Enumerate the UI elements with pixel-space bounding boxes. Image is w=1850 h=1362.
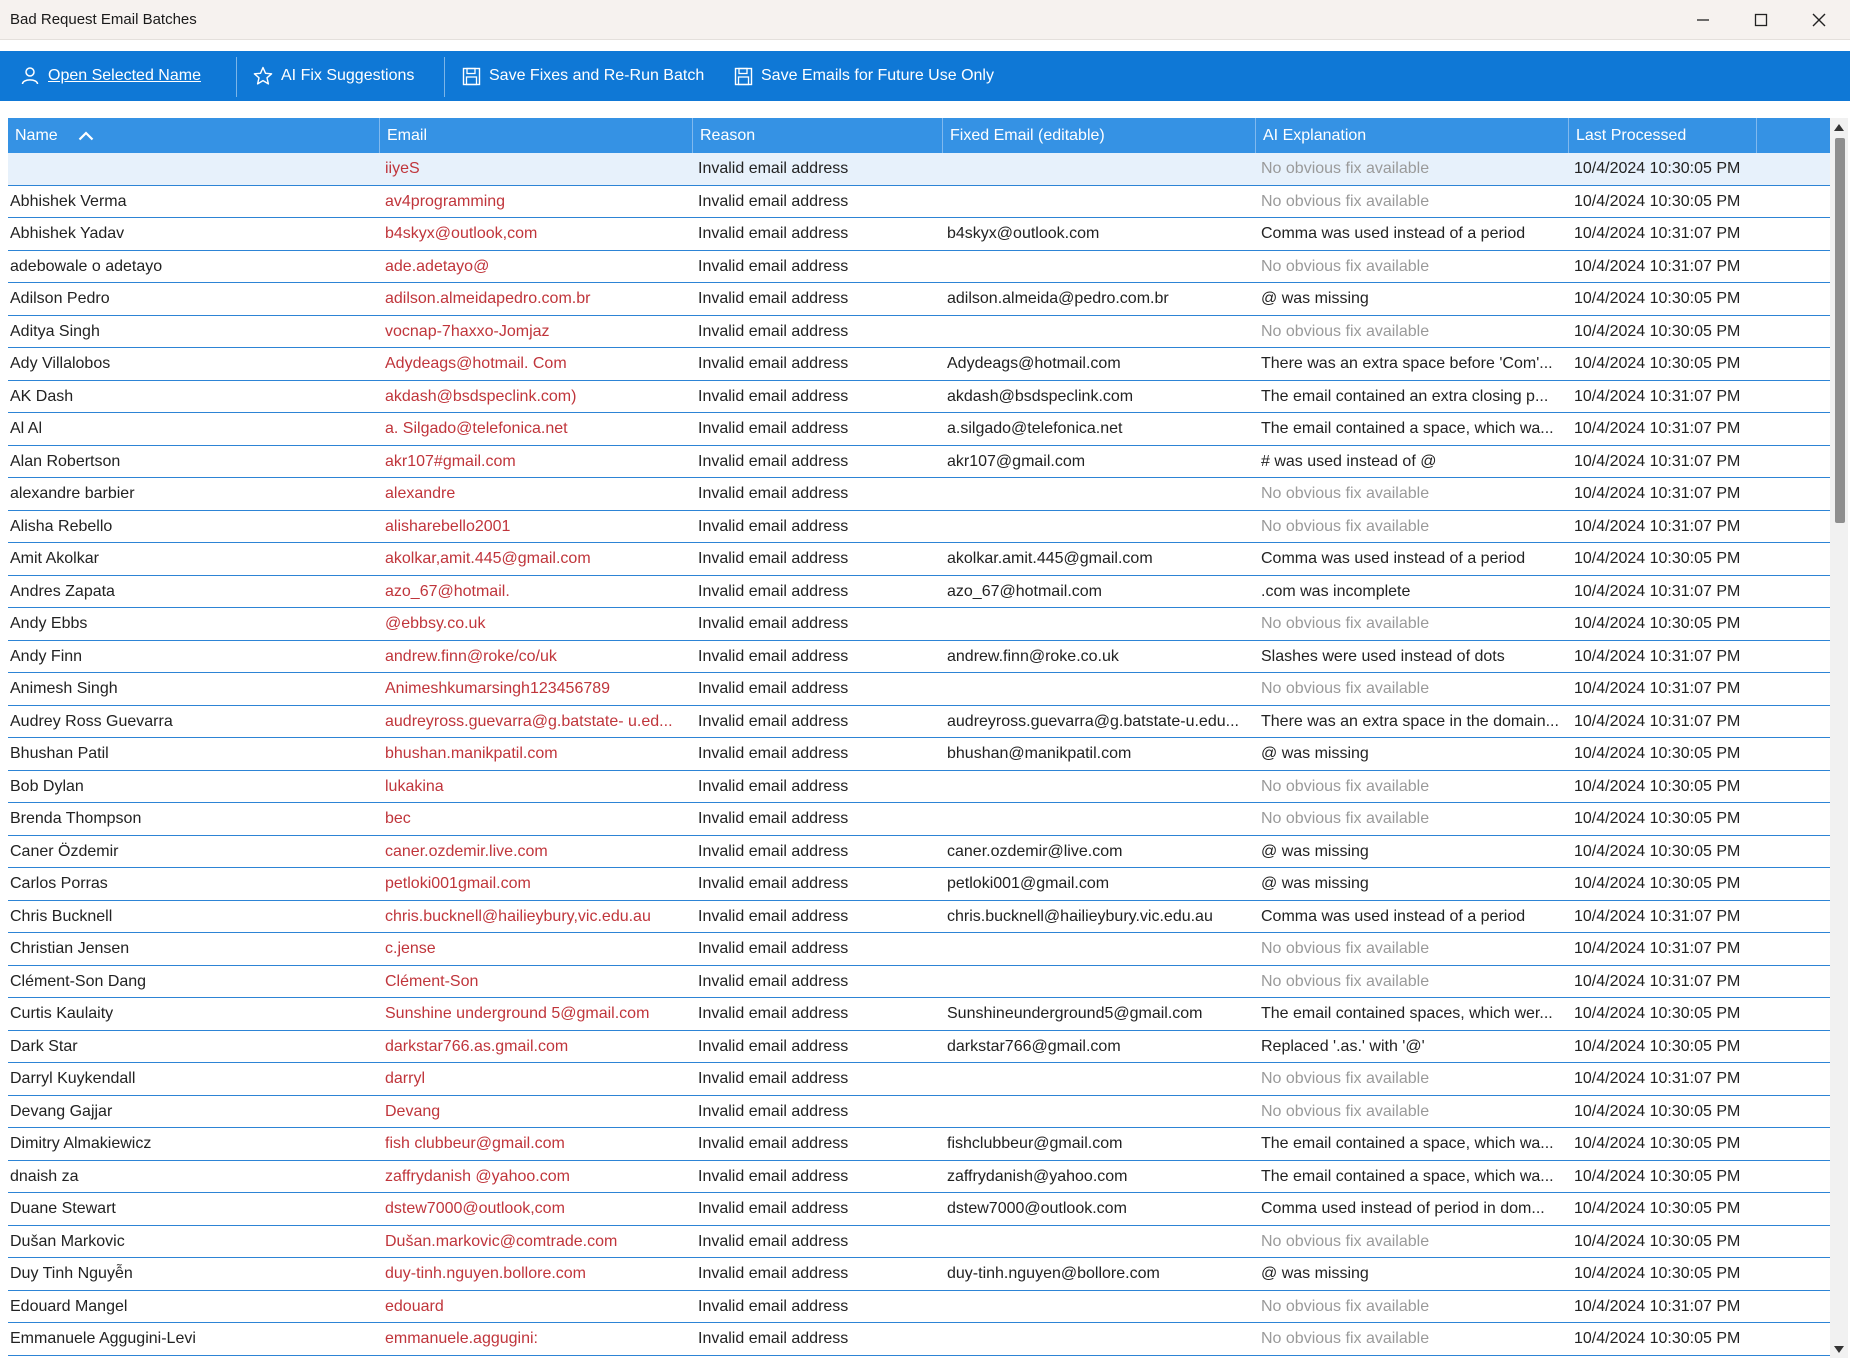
cell-ai-explanation: No obvious fix available [1261,485,1430,502]
table-row[interactable] [8,1258,1830,1291]
cell-name: Duy Tinh Nguyễn [10,1265,133,1282]
cell-fixed-email[interactable] [945,803,1256,834]
maximize-button[interactable] [1732,0,1790,40]
close-button[interactable] [1790,0,1848,40]
cell-reason: Invalid email address [698,387,849,405]
cell-reason: Invalid email address [698,615,849,632]
cell-last-processed: 10/4/2024 10:30:05 PM [1574,777,1741,795]
title-bar [0,0,1850,40]
cell-reason: Invalid email address [698,1297,849,1315]
table-row[interactable] [8,901,1830,934]
cell-last-processed: 10/4/2024 10:30:05 PM [1574,842,1741,860]
cell-name: Curtis Kaulaity [10,1005,114,1022]
column-header-ai-explanation[interactable]: AI Explanation [1256,118,1569,153]
cell-last-processed: 10/4/2024 10:30:05 PM [1574,810,1741,827]
cell-last-processed: 10/4/2024 10:30:05 PM [1574,1135,1741,1152]
cell-last-processed: 10/4/2024 10:31:07 PM [1574,420,1741,437]
table-row[interactable] [8,316,1830,349]
cell-last-processed: 10/4/2024 10:31:07 PM [1574,257,1741,275]
cell-last-processed: 10/4/2024 10:31:07 PM [1574,225,1741,242]
cell-ai-explanation: The email contained a space, which wa... [1261,1135,1554,1152]
cell-email: darryl [385,1070,426,1087]
cell-name: Dark Star [10,1037,78,1055]
cell-last-processed: 10/4/2024 10:31:07 PM [1574,1297,1741,1315]
cell-ai-explanation: No obvious fix available [1261,615,1430,632]
cell-name: Chris Bucknell [10,907,113,925]
cell-last-processed: 10/4/2024 10:30:05 PM [1574,1232,1741,1250]
cell-fixed-email[interactable]: zaffrydanish@yahoo.com [947,1167,1128,1185]
cell-reason: Invalid email address [698,485,849,502]
cell-fixed-email[interactable]: chris.bucknell@hailieybury.vic.edu.au [947,907,1213,925]
cell-fixed-email[interactable]: a.silgado@telefonica.net [947,420,1123,437]
cell-name: Alisha Rebello [10,517,113,535]
cell-reason: Invalid email address [698,1200,849,1217]
cell-name: Al Al [10,420,43,437]
cell-reason: Invalid email address [698,647,849,665]
cell-fixed-email[interactable] [945,673,1256,704]
cell-name: alexandre barbier [10,485,135,502]
cell-email: adilson.almeidapedro.com.br [385,290,591,307]
cell-ai-explanation: @ was missing [1261,1265,1369,1282]
cell-fixed-email[interactable] [945,1226,1256,1257]
cell-last-processed: 10/4/2024 10:31:07 PM [1574,1070,1741,1087]
cell-last-processed: 10/4/2024 10:30:05 PM [1574,355,1741,372]
cell-email: bec [385,810,411,827]
cell-last-processed: 10/4/2024 10:30:05 PM [1574,875,1741,892]
cell-last-processed: 10/4/2024 10:30:05 PM [1574,1265,1741,1282]
cell-ai-explanation: .com was incomplete [1261,582,1411,600]
cell-email: akr107#gmail.com [385,452,516,470]
toolbar-separator [236,57,237,97]
cell-ai-explanation: No obvious fix available [1261,1330,1430,1347]
cell-email: Sunshine underground 5@gmail.com [385,1005,650,1022]
cell-email: akdash@bsdspeclink.com) [385,387,577,405]
cell-ai-explanation: @ was missing [1261,875,1369,892]
table-row[interactable] [8,1226,1830,1259]
cell-fixed-email[interactable] [945,478,1256,509]
cell-name: Animesh Singh [10,680,118,697]
table-row[interactable] [8,1291,1830,1324]
cell-reason: Invalid email address [698,1232,849,1250]
table-row[interactable] [8,1193,1830,1226]
cell-ai-explanation: The email contained a space, which wa... [1261,1167,1554,1185]
toolbar-separator [444,57,445,97]
cell-email: alisharebello2001 [385,517,511,535]
cell-last-processed: 10/4/2024 10:31:07 PM [1574,387,1741,405]
cell-email: caner.ozdemir.live.com [385,842,548,860]
cell-name: Duane Stewart [10,1200,116,1217]
table-row[interactable] [8,1096,1830,1129]
close-icon [1812,13,1826,27]
cell-fixed-email[interactable]: darkstar766@gmail.com [947,1037,1121,1055]
cell-name: Christian Jensen [10,940,130,957]
cell-name: Abhishek Yadav [10,225,125,242]
table-row[interactable] [8,836,1830,869]
table-row[interactable] [8,186,1830,219]
save-icon [734,67,753,86]
cell-name: Bob Dylan [10,777,84,795]
ai-fix-suggestions-label: AI Fix Suggestions [281,67,415,84]
save-fixes-rerun-label: Save Fixes and Re-Run Batch [489,67,705,84]
cell-name: Devang Gajjar [10,1102,113,1120]
cell-reason: Invalid email address [698,290,849,307]
cell-email: azo_67@hotmail. [385,582,510,600]
cell-fixed-email[interactable]: b4skyx@outlook.com [947,225,1100,242]
cell-last-processed: 10/4/2024 10:30:05 PM [1574,1330,1741,1347]
column-header-last-processed[interactable]: Last Processed [1569,118,1757,153]
open-selected-name-button[interactable] [20,51,201,101]
table-row[interactable] [8,413,1830,446]
cell-last-processed: 10/4/2024 10:30:05 PM [1574,1005,1741,1022]
cell-email: petloki001gmail.com [385,875,531,892]
cell-name: Adilson Pedro [10,290,110,307]
minimize-button[interactable] [1674,0,1732,40]
cell-last-processed: 10/4/2024 10:30:05 PM [1574,322,1741,340]
cell-reason: Invalid email address [698,1070,849,1087]
cell-ai-explanation: The email contained spaces, which wer... [1261,1005,1553,1022]
cell-fixed-email[interactable] [945,153,1256,184]
table-row[interactable] [8,283,1830,316]
cell-last-processed: 10/4/2024 10:31:07 PM [1574,972,1741,990]
cell-ai-explanation: No obvious fix available [1261,192,1430,210]
save-emails-future-button[interactable] [734,51,994,101]
cell-last-processed: 10/4/2024 10:31:07 PM [1574,517,1741,535]
cell-email: b4skyx@outlook,com [385,225,538,242]
cell-reason: Invalid email address [698,842,849,860]
table-row[interactable] [8,966,1830,999]
cell-reason: Invalid email address [698,582,849,600]
cell-reason: Invalid email address [698,907,849,925]
cell-ai-explanation: Comma was used instead of a period [1261,907,1526,925]
column-header-name[interactable]: Name [8,118,380,153]
cell-reason: Invalid email address [698,972,849,990]
cell-reason: Invalid email address [698,1037,849,1055]
cell-email: Animeshkumarsingh123456789 [385,680,611,697]
scrollbar-thumb[interactable] [1835,138,1845,523]
cell-name: Andres Zapata [10,582,115,600]
cell-fixed-email[interactable] [945,251,1256,282]
table-row[interactable] [8,706,1830,739]
toolbar [0,51,1850,101]
cell-name: AK Dash [10,387,74,405]
cell-ai-explanation: No obvious fix available [1261,160,1430,177]
email-grid [8,118,1830,1358]
cell-email: vocnap-7haxxo-Jomjaz [385,322,550,340]
cell-fixed-email[interactable] [945,186,1256,217]
cell-ai-explanation: The email contained a space, which wa... [1261,420,1554,437]
save-fixes-rerun-button[interactable] [462,51,704,101]
cell-ai-explanation: The email contained an extra closing p... [1261,387,1549,405]
cell-fixed-email[interactable] [945,1291,1256,1322]
cell-fixed-email[interactable]: adilson.almeida@pedro.com.br [947,290,1169,307]
cell-email: andrew.finn@roke/co/uk [385,647,557,665]
cell-fixed-email[interactable] [945,1323,1256,1354]
cell-last-processed: 10/4/2024 10:30:05 PM [1574,1167,1741,1185]
cell-name: Aditya Singh [10,322,100,340]
grid-body [8,153,1830,1358]
table-row[interactable] [8,381,1830,414]
cell-reason: Invalid email address [698,322,849,340]
cell-reason: Invalid email address [698,1005,849,1022]
cell-email: audreyross.guevarra@g.batstate- u.ed... [385,712,673,730]
cell-email: duy-tinh.nguyen.bollore.com [385,1265,587,1282]
cell-email: c.jense [385,940,436,957]
cell-fixed-email[interactable] [945,511,1256,542]
cell-last-processed: 10/4/2024 10:30:05 PM [1574,550,1741,567]
table-row[interactable] [8,1031,1830,1064]
cell-email: Devang [385,1102,441,1120]
cell-ai-explanation: Comma was used instead of a period [1261,225,1526,242]
cell-name: Alan Robertson [10,452,121,470]
cell-last-processed: 10/4/2024 10:30:05 PM [1574,1037,1741,1055]
table-row[interactable] [8,771,1830,804]
cell-ai-explanation: @ was missing [1261,290,1369,307]
cell-reason: Invalid email address [698,810,849,827]
cell-email: edouard [385,1297,444,1315]
cell-fixed-email[interactable]: andrew.finn@roke.co.uk [947,647,1119,665]
cell-ai-explanation: Comma used instead of period in dom... [1261,1200,1545,1217]
cell-ai-explanation: Comma was used instead of a period [1261,550,1526,567]
cell-fixed-email[interactable]: Sunshineunderground5@gmail.com [947,1005,1203,1022]
cell-reason: Invalid email address [698,355,849,372]
cell-name: Emmanuele Aggugini-Levi [10,1330,196,1347]
table-row[interactable] [8,1128,1830,1161]
cell-fixed-email[interactable]: akr107@gmail.com [947,452,1086,470]
cell-fixed-email[interactable]: akolkar.amit.445@gmail.com [947,550,1153,567]
cell-last-processed: 10/4/2024 10:30:05 PM [1574,615,1741,632]
cell-reason: Invalid email address [698,777,849,795]
table-row[interactable] [8,153,1830,186]
cell-name: Andy Finn [10,647,83,665]
cell-ai-explanation: No obvious fix available [1261,1297,1430,1315]
minimize-icon [1696,13,1710,27]
table-row[interactable] [8,803,1830,836]
grid-header [8,118,1830,153]
cell-reason: Invalid email address [698,1167,849,1185]
cell-last-processed: 10/4/2024 10:31:07 PM [1574,485,1741,502]
save-icon [462,67,481,86]
table-row[interactable] [8,998,1830,1031]
cell-name: dnaish za [10,1167,79,1185]
cell-fixed-email[interactable]: petloki001@gmail.com [947,875,1110,892]
cell-fixed-email[interactable] [945,316,1256,347]
cell-reason: Invalid email address [698,452,849,470]
cell-last-processed: 10/4/2024 10:31:07 PM [1574,680,1741,697]
column-header-email[interactable]: Email [380,118,693,153]
cell-fixed-email[interactable] [945,1096,1256,1127]
person-icon [20,66,40,86]
table-row[interactable] [8,641,1830,674]
maximize-icon [1754,13,1768,27]
cell-email: dstew7000@outlook,com [385,1200,565,1217]
cell-name: Darryl Kuykendall [10,1070,136,1087]
cell-ai-explanation: No obvious fix available [1261,1070,1430,1087]
table-row[interactable] [8,543,1830,576]
cell-reason: Invalid email address [698,550,849,567]
cell-ai-explanation: # was used instead of @ [1261,452,1437,470]
table-row[interactable] [8,218,1830,251]
triangle-up-icon [1834,124,1844,131]
cell-email: lukakina [385,777,444,795]
cell-last-processed: 10/4/2024 10:30:05 PM [1574,1102,1741,1120]
star-icon [253,66,273,86]
table-row[interactable] [8,933,1830,966]
cell-email: @ebbsy.co.uk [385,615,486,632]
cell-email: akolkar,amit.445@gmail.com [385,550,591,567]
cell-name: Andy Ebbs [10,615,88,632]
cell-fixed-email[interactable] [945,933,1256,964]
table-row[interactable] [8,608,1830,641]
table-row[interactable] [8,1063,1830,1096]
cell-name [8,153,380,184]
table-row[interactable] [8,673,1830,706]
cell-fixed-email[interactable]: bhushan@manikpatil.com [947,745,1132,762]
scroll-down-arrow[interactable] [1830,1340,1848,1358]
cell-fixed-email[interactable] [945,608,1256,639]
cell-email: bhushan.manikpatil.com [385,745,558,762]
cell-last-processed: 10/4/2024 10:31:07 PM [1574,712,1741,730]
cell-last-processed: 10/4/2024 10:31:07 PM [1574,647,1741,665]
cell-email: a. Silgado@telefonica.net [385,420,568,437]
column-header-fixed-email[interactable]: Fixed Email (editable) [943,118,1256,153]
cell-email: iiyeS [385,160,420,177]
cell-ai-explanation: Replaced '.as.' with '@' [1261,1037,1425,1055]
cell-reason: Invalid email address [698,1135,849,1152]
cell-name: Edouard Mangel [10,1297,128,1315]
cell-last-processed: 10/4/2024 10:30:05 PM [1574,1200,1741,1217]
cell-name: Clément-Son Dang [10,972,147,990]
cell-fixed-email[interactable]: caner.ozdemir@live.com [947,842,1123,860]
cell-ai-explanation: No obvious fix available [1261,1232,1430,1250]
cell-ai-explanation: @ was missing [1261,842,1369,860]
cell-email: av4programming [385,192,506,210]
cell-ai-explanation: No obvious fix available [1261,680,1430,697]
cell-fixed-email[interactable] [945,1063,1256,1094]
cell-reason: Invalid email address [698,225,849,242]
cell-last-processed: 10/4/2024 10:31:07 PM [1574,940,1741,957]
cell-ai-explanation: No obvious fix available [1261,517,1430,535]
cell-name: Abhishek Verma [10,192,127,210]
cell-email: zaffrydanish @yahoo.com [385,1167,570,1185]
cell-ai-explanation: Slashes were used instead of dots [1261,647,1505,665]
ai-fix-suggestions-button[interactable] [253,51,414,101]
cell-ai-explanation: No obvious fix available [1261,257,1430,275]
save-emails-future-label: Save Emails for Future Use Only [761,67,994,84]
cell-reason: Invalid email address [698,192,849,210]
table-row[interactable] [8,348,1830,381]
cell-reason: Invalid email address [698,1330,849,1347]
cell-fixed-email[interactable]: fishclubbeur@gmail.com [947,1135,1123,1152]
cell-fixed-email[interactable]: audreyross.guevarra@g.batstate-u.edu... [947,712,1239,730]
cell-ai-explanation: There was an extra space in the domain... [1261,712,1559,730]
cell-ai-explanation: No obvious fix available [1261,322,1430,340]
cell-name: Ady Villalobos [10,355,111,372]
table-row[interactable] [8,478,1830,511]
cell-last-processed: 10/4/2024 10:30:05 PM [1574,290,1741,307]
cell-reason: Invalid email address [698,875,849,892]
cell-email: alexandre [385,485,456,502]
vertical-scrollbar[interactable] [1830,118,1848,1358]
cell-ai-explanation: No obvious fix available [1261,972,1430,990]
cell-name: adebowale o adetayo [10,257,163,275]
cell-reason: Invalid email address [698,680,849,697]
table-row[interactable] [8,1323,1830,1356]
cell-email: Clément-Son [385,972,479,990]
table-row[interactable] [8,446,1830,479]
cell-email: chris.bucknell@hailieybury,vic.edu.au [385,907,651,925]
cell-last-processed: 10/4/2024 10:31:07 PM [1574,582,1741,600]
cell-fixed-email[interactable] [945,966,1256,997]
cell-fixed-email[interactable]: duy-tinh.nguyen@bollore.com [947,1265,1160,1282]
cell-ai-explanation: No obvious fix available [1261,1102,1430,1120]
cell-fixed-email[interactable]: Adydeags@hotmail.com [947,355,1121,372]
cell-name: Bhushan Patil [10,745,109,762]
sort-ascending-icon [78,131,94,141]
cell-name: Dimitry Almakiewicz [10,1135,152,1152]
cell-email: Dušan.markovic@comtrade.com [385,1232,618,1250]
scroll-up-arrow[interactable] [1830,118,1848,136]
cell-reason: Invalid email address [698,160,849,177]
cell-fixed-email[interactable]: dstew7000@outlook.com [947,1200,1127,1217]
cell-ai-explanation: @ was missing [1261,745,1369,762]
cell-name: Caner Özdemir [10,842,119,860]
cell-email: emmanuele.aggugini: [385,1330,538,1347]
cell-name: Amit Akolkar [10,550,99,567]
table-row[interactable] [8,1161,1830,1194]
table-row[interactable] [8,511,1830,544]
cell-email: Adydeags@hotmail. Com [385,355,567,372]
cell-reason: Invalid email address [698,745,849,762]
table-row[interactable] [8,738,1830,771]
cell-last-processed: 10/4/2024 10:30:05 PM [1574,192,1741,210]
cell-reason: Invalid email address [698,1102,849,1120]
cell-reason: Invalid email address [698,257,849,275]
table-row[interactable] [8,576,1830,609]
cell-fixed-email[interactable] [945,771,1256,802]
open-selected-name-label: Open Selected Name [48,67,201,84]
triangle-down-icon [1834,1346,1844,1353]
cell-last-processed: 10/4/2024 10:30:05 PM [1574,160,1741,177]
cell-reason: Invalid email address [698,420,849,437]
cell-ai-explanation: No obvious fix available [1261,777,1430,795]
cell-ai-explanation: No obvious fix available [1261,810,1430,827]
cell-email: darkstar766.as.gmail.com [385,1037,569,1055]
table-row[interactable] [8,251,1830,284]
cell-ai-explanation: There was an extra space before 'Com'... [1261,355,1553,372]
cell-name: Brenda Thompson [10,810,142,827]
cell-email: fish clubbeur@gmail.com [385,1135,565,1152]
cell-fixed-email[interactable]: akdash@bsdspeclink.com [947,387,1134,405]
cell-reason: Invalid email address [698,517,849,535]
cell-reason: Invalid email address [698,940,849,957]
cell-email: ade.adetayo@ [385,257,490,275]
table-row[interactable] [8,868,1830,901]
cell-name: Audrey Ross Guevarra [10,712,173,730]
cell-reason: Invalid email address [698,712,849,730]
cell-last-processed: 10/4/2024 10:31:07 PM [1574,907,1741,925]
cell-fixed-email[interactable]: azo_67@hotmail.com [947,582,1102,600]
window-title: Bad Request Email Batches [10,11,197,28]
cell-ai-explanation: No obvious fix available [1261,940,1430,957]
column-header-reason[interactable]: Reason [693,118,943,153]
cell-reason: Invalid email address [698,1265,849,1282]
cell-name: Dušan Markovic [10,1232,125,1250]
cell-last-processed: 10/4/2024 10:30:05 PM [1574,745,1741,762]
cell-name: Carlos Porras [10,875,108,892]
cell-last-processed: 10/4/2024 10:31:07 PM [1574,452,1741,470]
